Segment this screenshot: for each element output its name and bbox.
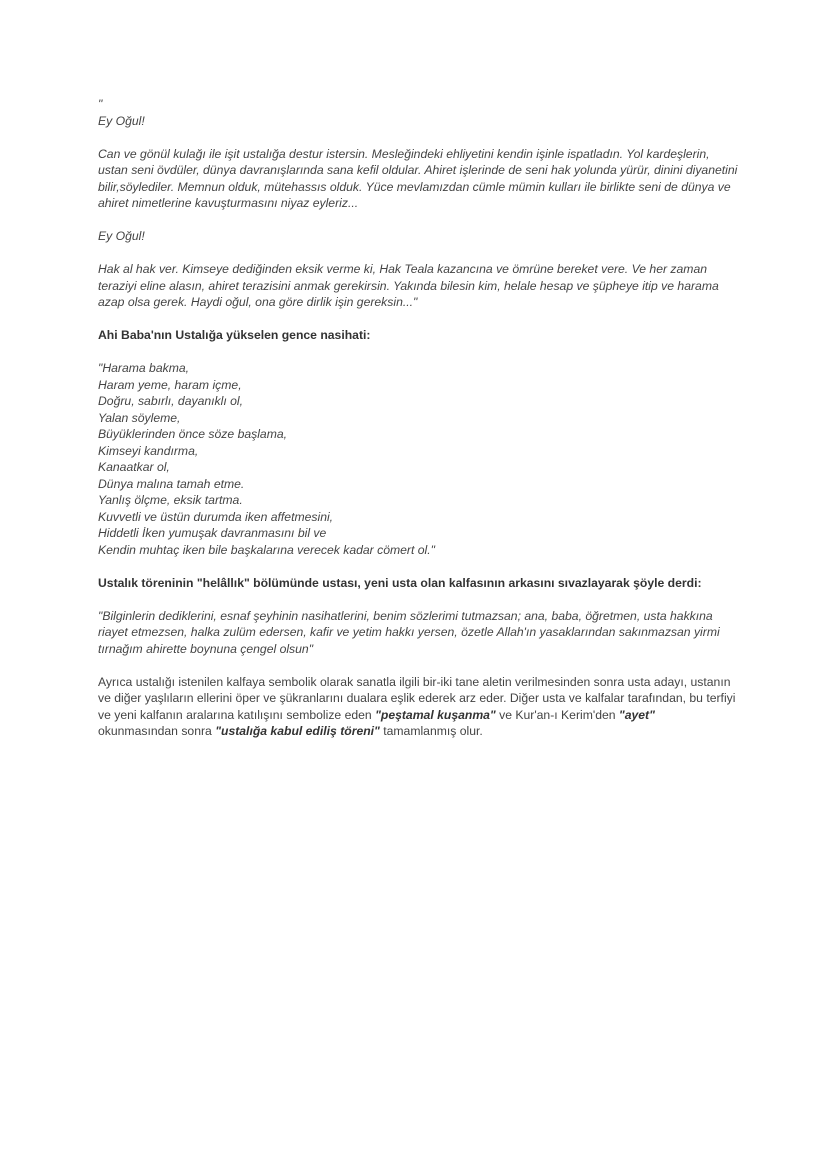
- text-run: tamamlanmış olur.: [379, 724, 483, 738]
- text-run: Ayrıca ustalığı istenilen kalfaya sembolik olarak sanatla ilgili bir-iki tane aletin verilmesinden sonra usta adayı, ustanın ve diğer yaşlıların ellerini öper ve şükranlarını dualara eşlik ederek arz eder. Diğer usta ve kalfalar tarafından, bu terfiyi ve yeni kalfanın aralarına katılışını sembolize eden: [98, 674, 736, 722]
- emphasis-text: "ayet": [618, 707, 655, 722]
- paragraph: Can ve gönül kulağı ile işit ustalığa destur istersin. Mesleğindeki ehliyetini kendin işinle ispatladın. Yol kardeşlerin, ustan seni övdüler, dünya davranışlarında sana kefil oldular. Ahiret işlerinde de seni hak yolunda yürür, dinini diyanetini bilir,söylediler. Memnun olduk, mütehassıs olduk. Yüce mevlamızdan cümle mümin kulları ile birlikte seni de dünya ve ahiret nimetlerine kavuşturmasını niyaz eyleriz...: [98, 146, 738, 210]
- advice-line: Kendin muhtaç iken bile başkalarına verecek kadar cömert ol.": [98, 542, 435, 557]
- spacer: [98, 591, 738, 608]
- address-line: Ey Oğul!: [98, 113, 145, 128]
- emphasis-text: "peştamal kuşanma": [375, 707, 496, 722]
- spacer: [98, 558, 738, 575]
- spacer: [98, 657, 738, 674]
- advice-line: Kuvvetli ve üstün durumda iken affetmesini,: [98, 509, 334, 524]
- advice-line: "Harama bakma,: [98, 361, 190, 375]
- address-line: Ey Oğul!: [98, 229, 145, 243]
- advice-list: [98, 360, 738, 558]
- paragraph: Hak al hak ver. Kimseye dediğinden eksik verme ki, Hak Teala kazancına ve ömrüne bereket vere. Ve her zaman teraziyi eline alasın, ahiret terazisini anmak gerekirsin. Yakında bilesin kim, helale hesap ve şüpheye itip ve harama azap olsa gerek. Haydi oğul, ona göre dirlik işin gereksin...": [98, 262, 719, 309]
- advice-line: Kimseyi kandırma,: [98, 443, 199, 458]
- advice-line: Kanaatkar ol,: [98, 460, 170, 474]
- advice-line: Hiddetli İken yumuşak davranmasını bil ve: [98, 526, 327, 540]
- spacer: [98, 344, 738, 361]
- document-body: [98, 96, 738, 740]
- spacer: [98, 212, 738, 229]
- text-run: okunmasından sonra: [98, 724, 216, 738]
- advice-line: Haram yeme, haram içme,: [98, 377, 242, 392]
- advice-line: Yanlış ölçme, eksik tartma.: [98, 493, 243, 507]
- spacer: [98, 129, 738, 146]
- spacer: [98, 245, 738, 262]
- text-run: ve Kur'an-ı Kerim'den: [495, 707, 619, 722]
- emphasis-text: "ustalığa kabul ediliş töreni": [215, 724, 380, 738]
- paragraph: "Bilginlerin dediklerini, esnaf şeyhinin nasihatlerini, benim sözlerimi tutmazsan; ana, baba, öğretmen, usta hakkına riayet etmezsen, halka zulüm edersen, kafir ve yetim hakkı yersen, özetle Allah'ın yasaklarından sakınmazsan yirmi tırnağım ahirette boynuna çengel olsun": [98, 608, 720, 656]
- advice-line: Yalan söyleme,: [98, 410, 181, 425]
- advice-line: Dünya malına tamah etme.: [98, 476, 245, 491]
- advice-line: Doğru, sabırlı, dayanıklı ol,: [98, 394, 243, 408]
- section-heading: Ustalık töreninin "helâllık" bölümünde ustası, yeni usta olan kalfasının arkasını sıvazlayarak şöyle derdi:: [98, 575, 702, 590]
- opening-quote: ": [98, 97, 103, 111]
- spacer: [98, 311, 738, 328]
- section-heading: Ahi Baba'nın Ustalığa yükselen gence nasihati:: [98, 328, 371, 342]
- advice-line: Büyüklerinden önce söze başlama,: [98, 427, 288, 441]
- paragraph: [98, 674, 738, 740]
